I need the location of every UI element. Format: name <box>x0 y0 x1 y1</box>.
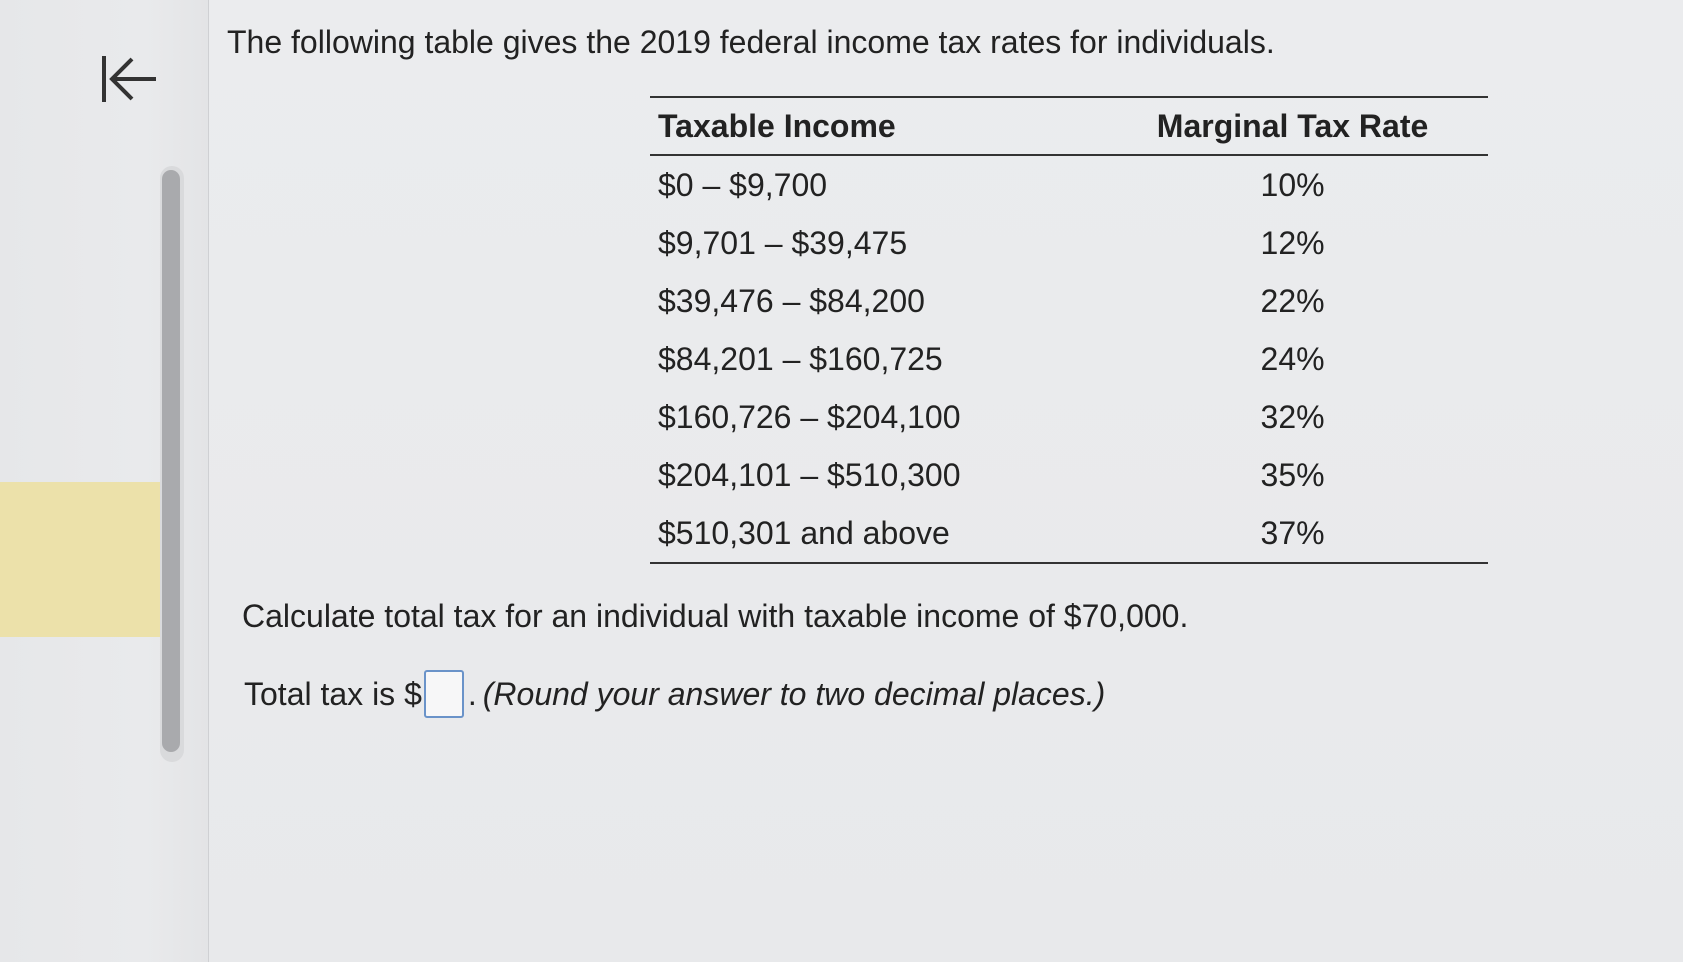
collapse-left-arrow-icon <box>92 48 164 110</box>
question-prompt: Calculate total tax for an individual with taxable income of $70,000. <box>242 598 1189 634</box>
header-taxable-income: Taxable Income <box>658 107 896 144</box>
table-header-row <box>650 97 1488 155</box>
table-row <box>650 504 1488 563</box>
table-row <box>650 214 1488 272</box>
tax-rate: 12% <box>1260 224 1325 261</box>
tax-rate: 37% <box>1260 514 1325 551</box>
scrollbar-thumb[interactable] <box>162 170 180 752</box>
income-bracket: $9,701 – $39,475 <box>658 224 908 261</box>
income-bracket: $510,301 and above <box>658 514 950 551</box>
question-intro: The following table gives the 2019 federal income tax rates for individuals. <box>227 24 1275 60</box>
table-row <box>650 272 1488 330</box>
income-bracket: $39,476 – $84,200 <box>658 282 925 319</box>
answer-line <box>244 670 1105 718</box>
tax-rate: 24% <box>1260 340 1325 377</box>
table-row <box>650 330 1488 388</box>
income-bracket: $0 – $9,700 <box>658 166 828 203</box>
total-tax-input[interactable] <box>424 670 464 718</box>
header-marginal-tax-rate: Marginal Tax Rate <box>1156 107 1429 144</box>
collapse-left-button[interactable] <box>92 48 164 110</box>
answer-prefix: Total tax is $ <box>244 675 422 712</box>
answer-suffix: . <box>467 675 477 712</box>
income-bracket: $204,101 – $510,300 <box>658 456 961 493</box>
table-row <box>650 155 1488 214</box>
table-row <box>650 446 1488 504</box>
tax-rate: 22% <box>1260 282 1325 319</box>
tax-rate: 32% <box>1260 398 1325 435</box>
tax-rate: 35% <box>1260 456 1325 493</box>
tax-rate: 10% <box>1260 166 1325 203</box>
table-row <box>650 388 1488 446</box>
tax-rate-table <box>650 96 1488 564</box>
highlight-band <box>0 482 164 637</box>
rounding-hint: (Round your answer to two decimal places.) <box>482 675 1106 712</box>
income-bracket: $160,726 – $204,100 <box>658 398 961 435</box>
income-bracket: $84,201 – $160,725 <box>658 340 943 377</box>
